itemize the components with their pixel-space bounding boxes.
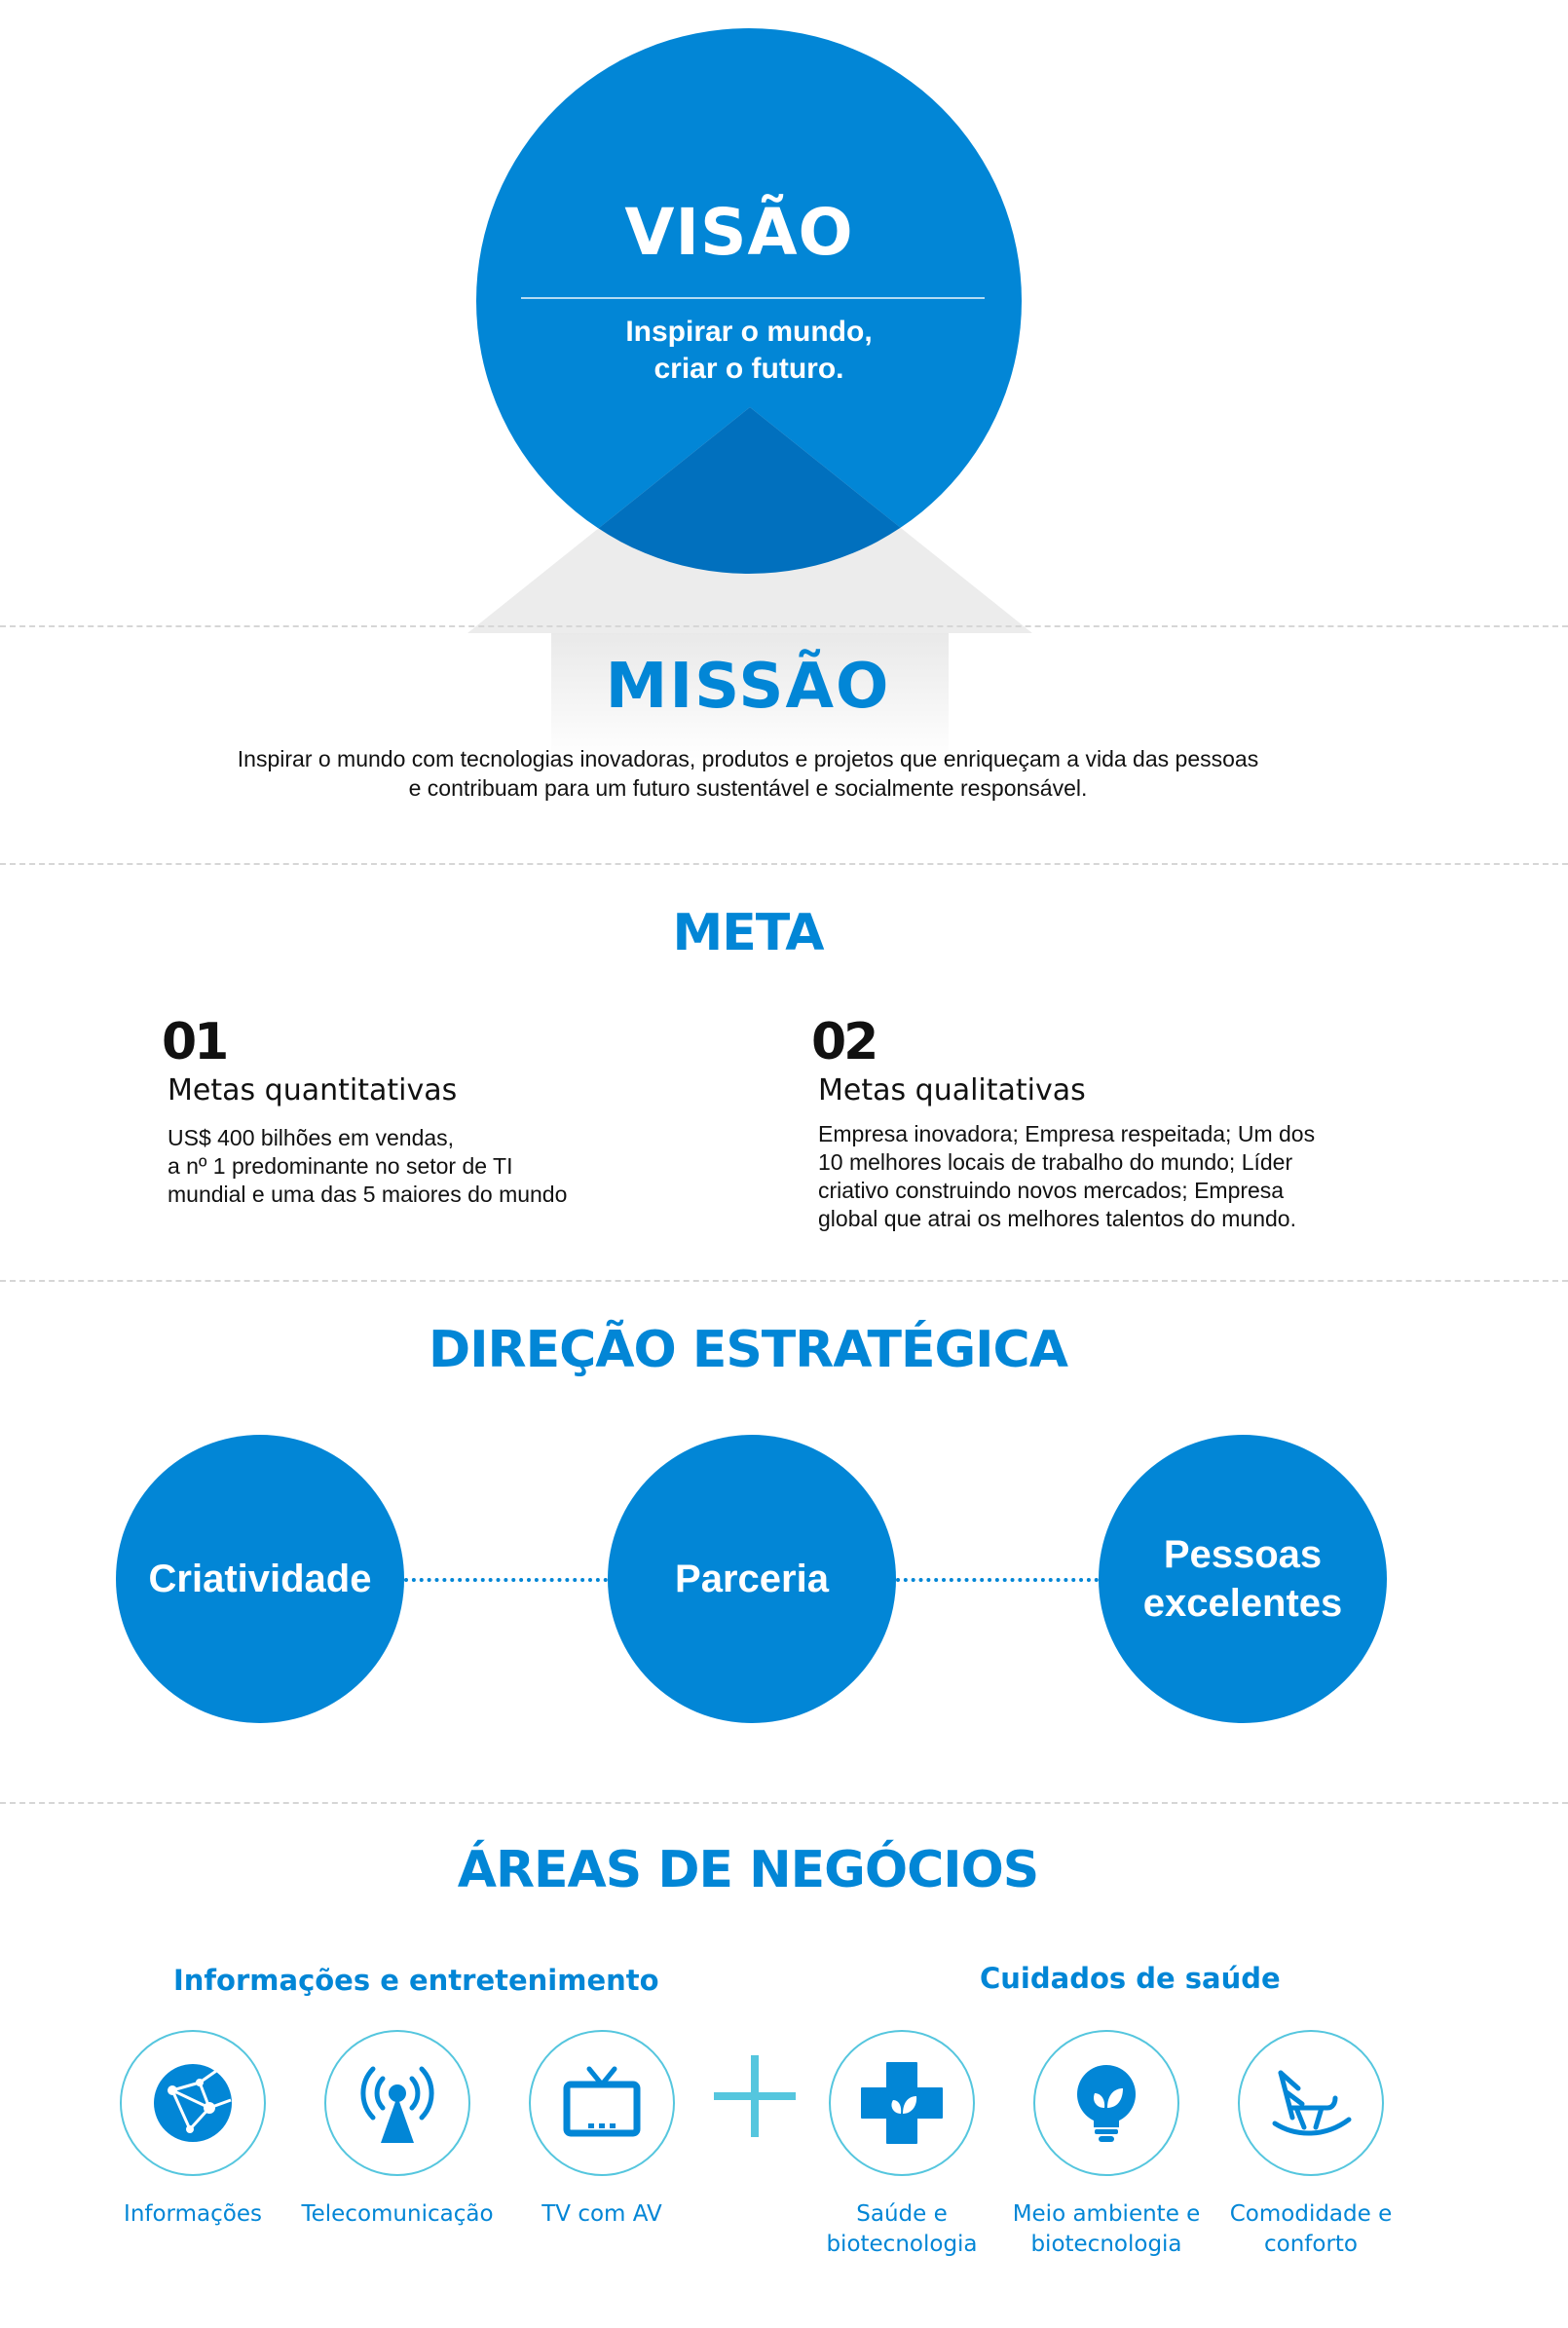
mission-statement xyxy=(156,744,1340,803)
section-divider xyxy=(0,625,1568,627)
section-divider xyxy=(0,1280,1568,1282)
group-title-info-entertainment: Informações e entretenimento xyxy=(173,1964,659,1997)
goal-heading: Metas quantitativas xyxy=(168,1073,458,1108)
section-divider xyxy=(0,1802,1568,1804)
goal-number: 02 xyxy=(811,1013,877,1071)
telecommunication-item xyxy=(324,2030,470,2176)
comfort-item xyxy=(1238,2030,1384,2176)
area-label-line: biotecnologia xyxy=(1030,2232,1182,2257)
areas-title: ÁREAS DE NEGÓCIOS xyxy=(457,1841,1039,1899)
direction-circle-creativity xyxy=(116,1435,404,1723)
area-label-line: TV com AV xyxy=(541,2201,662,2227)
vision-statement-line: criar o futuro. xyxy=(653,353,844,385)
direction-label: Pessoas xyxy=(1163,1533,1323,1576)
area-label xyxy=(989,2199,1223,2260)
area-label xyxy=(76,2199,310,2230)
globe-network-icon xyxy=(151,2061,235,2145)
lightbulb-leaf-icon xyxy=(1063,2059,1150,2147)
environment-biotech-item xyxy=(1033,2030,1179,2176)
direction-title: DIREÇÃO ESTRATÉGICA xyxy=(429,1321,1067,1379)
area-label-line: Meio ambiente e xyxy=(1012,2201,1201,2227)
direction-label: Criatividade xyxy=(148,1558,372,1600)
goal-description-line: US$ 400 bilhões em vendas, xyxy=(168,1125,455,1150)
goal-number: 01 xyxy=(162,1013,227,1071)
antenna-icon xyxy=(354,2059,441,2147)
area-label xyxy=(485,2199,719,2230)
vision-statement-line: Inspirar o mundo, xyxy=(625,316,873,348)
mission-statement-line: Inspirar o mundo com tecnologias inovadoras, produtos e projetos que enriqueçam a vida das pessoas xyxy=(237,746,1259,771)
vision-title: VISÃO xyxy=(624,195,854,270)
vision-statement xyxy=(476,314,1022,388)
area-label xyxy=(1194,2199,1428,2260)
area-label-line: Telecomunicação xyxy=(301,2201,494,2227)
area-label xyxy=(280,2199,514,2230)
goal-heading: Metas qualitativas xyxy=(818,1073,1086,1108)
area-label-line: Informações xyxy=(124,2201,262,2227)
goal-description-line: mundial e uma das 5 maiores do mundo xyxy=(168,1182,568,1207)
area-label xyxy=(785,2199,1019,2260)
goal-description-line: a nº 1 predominante no setor de TI xyxy=(168,1153,513,1179)
section-divider xyxy=(0,863,1568,865)
meta-title: META xyxy=(672,904,824,962)
direction-label: excelentes xyxy=(1142,1582,1343,1625)
dotted-connector xyxy=(404,1578,608,1582)
goal-description xyxy=(818,1120,1363,1233)
area-label-line: Comodidade e xyxy=(1229,2201,1393,2227)
goal-description-line: global que atrai os melhores talentos do mundo. xyxy=(818,1206,1296,1231)
dotted-connector xyxy=(896,1578,1099,1582)
vision-divider-line xyxy=(521,297,985,299)
information-item xyxy=(120,2030,266,2176)
plus-icon xyxy=(714,2055,796,2137)
mission-title: MISSÃO xyxy=(605,651,891,723)
direction-circle-people xyxy=(1099,1435,1387,1723)
direction-label: Parceria xyxy=(675,1558,829,1600)
goal-description-line: criativo construindo novos mercados; Empresa xyxy=(818,1178,1285,1203)
goal-description-line: Empresa inovadora; Empresa respeitada; Um dos xyxy=(818,1121,1316,1146)
group-title-healthcare: Cuidados de saúde xyxy=(980,1962,1281,1995)
tv-av-item xyxy=(529,2030,675,2176)
area-label-line: Saúde e xyxy=(856,2201,948,2227)
medical-cross-icon xyxy=(858,2059,946,2147)
direction-circle-partnership xyxy=(608,1435,896,1723)
rocking-chair-icon xyxy=(1267,2059,1355,2147)
tv-icon xyxy=(558,2059,646,2147)
goal-description-line: 10 melhores locais de trabalho do mundo; Líder xyxy=(818,1149,1293,1175)
goal-description xyxy=(168,1124,635,1209)
area-label-line: biotecnologia xyxy=(826,2232,978,2257)
mission-statement-line: e contribuam para um futuro sustentável e socialmente responsável. xyxy=(408,775,1088,801)
area-label-line: conforto xyxy=(1263,2232,1358,2257)
health-biotech-item xyxy=(829,2030,975,2176)
